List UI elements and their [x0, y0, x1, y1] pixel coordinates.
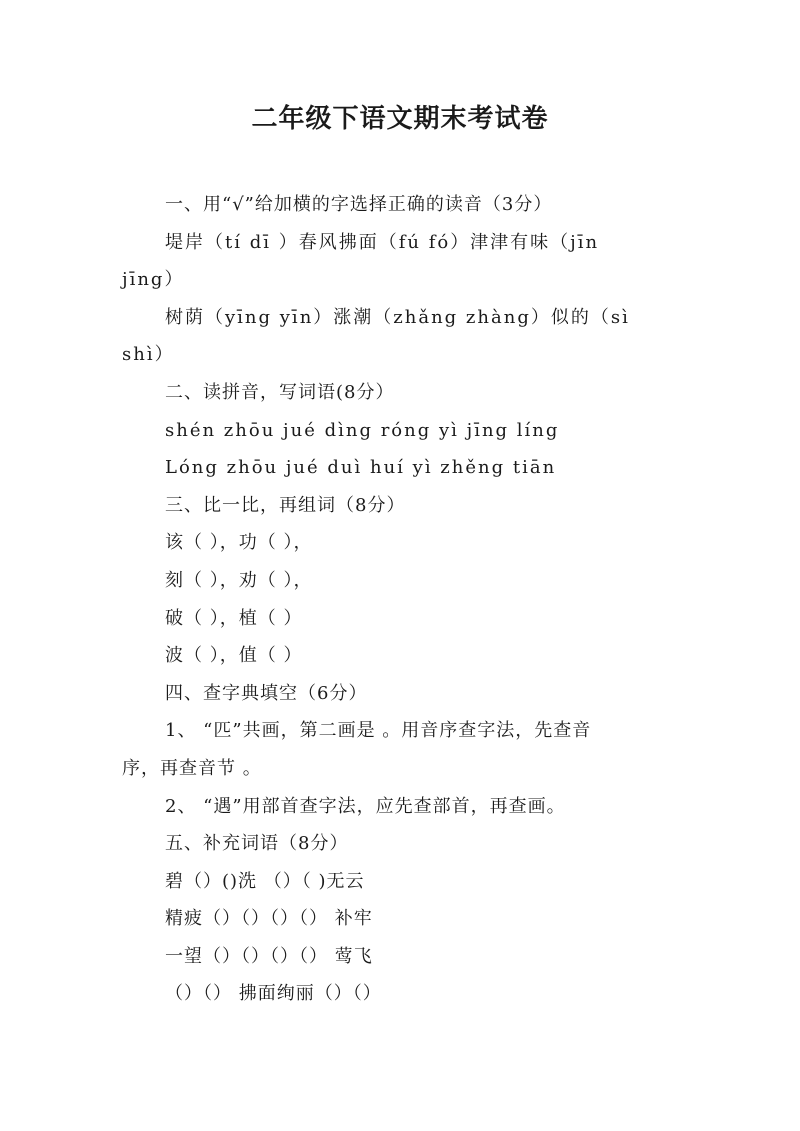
page-title: 二年级下语文期末考试卷	[251, 104, 549, 134]
idiom-row-2: 精疲（）（）（）（） 补牢	[165, 908, 373, 930]
compare-row-4: 波（ ），值（ ）	[165, 645, 303, 667]
dictionary-question-2: 2、 “遇”用部首查字法，应先查部首，再查画。	[165, 795, 566, 817]
idiom-row-1: 碧（）()洗 （）（ )无云	[165, 870, 365, 892]
section-3-heading: 三、比一比，再组词（8分）	[165, 494, 406, 516]
section-1-line-1: 堤岸（tí dī ）春风拂面（fú fó）津津有味（jīn	[165, 231, 600, 253]
exam-body	[122, 186, 682, 1013]
pinyin-row-1: shén zhōu jué dìng róng yì jīng líng	[165, 419, 560, 441]
dictionary-question-1-wrap: 序，再查音节 。	[122, 757, 262, 779]
compare-row-2: 刻（ ），劝（ ），	[165, 569, 313, 591]
section-4-heading: 四、查字典填空（6分）	[165, 682, 368, 704]
section-1-heading: 一、用“√”给加横的字选择正确的读音（3分）	[165, 194, 553, 215]
idiom-row-3: 一望（）（）（）（） 莺飞	[165, 945, 373, 967]
idiom-row-4: （）（） 拂面绚丽（）（）	[165, 983, 382, 1005]
section-5-heading: 五、补充词语（8分）	[165, 833, 349, 855]
compare-row-3: 破（ ），植（ ）	[165, 607, 303, 629]
section-1-line-1-wrap: jīng）	[122, 269, 185, 291]
section-1-line-2: 树荫（yīng yīn）涨潮（zhǎng zhàng）似的（sì	[165, 306, 630, 328]
pinyin-row-2: Lóng zhōu jué duì huí yì zhěng tiān	[165, 457, 557, 479]
section-1-line-2-wrap: shì）	[122, 344, 175, 366]
dictionary-question-1: 1、 “匹”共画，第二画是 。用音序查字法，先查音	[165, 720, 592, 742]
compare-row-1: 该（ ），功（ ），	[165, 532, 313, 554]
section-2-heading: 二、读拼音，写词语(8分）	[165, 381, 395, 403]
